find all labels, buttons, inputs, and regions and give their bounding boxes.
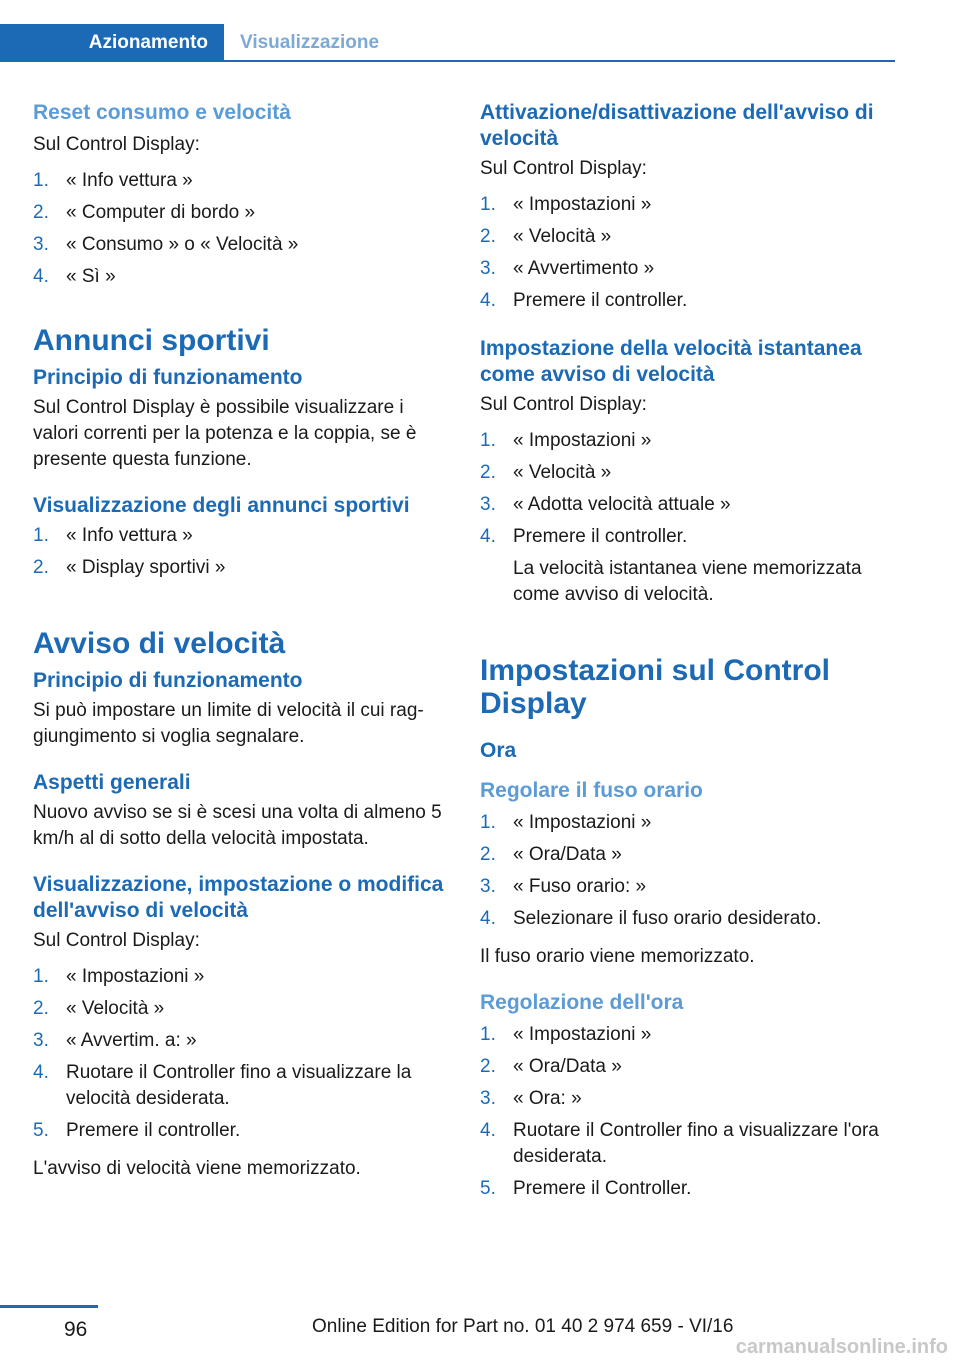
list-item: 1. « Impostazioni » (33, 966, 205, 987)
header-rule (0, 60, 895, 62)
list-item: 5. Premere il controller. (33, 1120, 241, 1141)
reset-intro: Sul Control Display: (33, 134, 200, 155)
watermark: carmanualsonline.info (735, 1336, 948, 1358)
edition-text: Online Edition for Part no. 01 40 2 974 659 - VI/16 (312, 1316, 734, 1337)
toggle-heading: Attivazione/disattivazione dell'avviso di velocità (480, 101, 874, 150)
list-item: 4. Selezionare il fuso orario desiderato. (480, 908, 822, 929)
list-item: 2. « Velocità » (33, 998, 165, 1019)
list-item: 4. Premere il controller. (480, 290, 688, 311)
list-item: 3. « Fuso orario: » (480, 876, 647, 897)
list-item: 1. « Impostazioni » (480, 430, 652, 451)
list-item: 4. Premere il controller. La velocità istantanea viene memorizzata come avviso di velocità. (480, 524, 892, 608)
tz-steps (480, 810, 892, 932)
page-number: 96 (64, 1318, 88, 1341)
left-column (33, 100, 445, 1192)
instant-heading: Impostazione della velocità istantanea come avviso di velocità (480, 337, 862, 386)
list-item: 1. « Impostazioni » (480, 812, 652, 833)
list-item: 3. « Ora: » (480, 1088, 582, 1109)
list-item: 2. « Ora/Data » (480, 844, 622, 865)
modify-intro: Sul Control Display: (33, 930, 200, 951)
modify-result: L'avviso di velocità viene memorizzato. (33, 1158, 361, 1179)
speed-principle-heading: Principio di funzionamento (33, 669, 303, 692)
footer-rule (0, 1305, 98, 1308)
tz-heading: Regolare il fuso orario (480, 779, 703, 802)
list-item: 1. « Info vettura » (33, 525, 193, 546)
speed-principle-text: Si può impostare un limite di velocità il cui raggiungimento si voglia segnalare. (33, 700, 424, 747)
settings-title: Impostazioni sul Control Display (480, 654, 830, 720)
instant-steps (480, 428, 892, 608)
list-item: 1. « Impostazioni » (480, 1024, 652, 1045)
list-item: 1. « Impostazioni » (480, 194, 652, 215)
list-item: 2. « Computer di bordo » (33, 202, 256, 223)
tz-result: Il fuso orario viene memorizzato. (480, 946, 755, 967)
list-item: 2. « Velocità » (480, 226, 612, 247)
ora-heading: Ora (480, 739, 517, 762)
list-item: 2. « Velocità » (480, 462, 612, 483)
instant-note: La velocità istantanea viene memorizzata come avviso di velocità. (513, 558, 862, 605)
sport-display-heading: Visualizzazione degli annunci sportivi (33, 494, 410, 517)
speed-title: Avviso di velocità (33, 627, 286, 660)
sport-principle-text: Sul Control Display è possibile visualizzare i valori correnti per la potenza e la coppia, se è presente questa funzione. (33, 397, 417, 470)
tab-azionamento[interactable]: Azionamento (0, 24, 224, 62)
list-item: 4. « Sì » (33, 266, 116, 287)
modify-steps (33, 964, 445, 1144)
sport-steps (33, 523, 445, 581)
reset-heading: Reset consumo e velocità (33, 101, 291, 124)
list-item: 3. « Consumo » o « Velocità » (33, 234, 299, 255)
list-item: 3. « Avvertimento » (480, 258, 655, 279)
list-item: 4. Ruotare il Controller fino a visualizzare la velocità desiderata. (33, 1062, 412, 1109)
general-heading: Aspetti generali (33, 771, 191, 794)
header-tabs (0, 24, 895, 62)
time-steps (480, 1022, 892, 1202)
list-item: 2. « Display sportivi » (33, 557, 226, 578)
instant-intro: Sul Control Display: (480, 394, 647, 415)
modify-heading: Visualizzazione, impostazione o modifica dell'avviso di velocità (33, 873, 444, 922)
tab-visualizzazione[interactable]: Visualizzazione (240, 32, 380, 53)
sport-principle-heading: Principio di funzionamento (33, 366, 303, 389)
list-item: 1. « Info vettura » (33, 170, 193, 191)
general-text: Nuovo avviso se si è scesi una volta di almeno 5 km/h al di sotto della velocità impostata. (33, 802, 442, 849)
list-item: 3. « Adotta velocità attuale » (480, 494, 731, 515)
list-item: 4. Ruotare il Controller fino a visualizzare l'ora desiderata. (480, 1120, 879, 1167)
toggle-steps (480, 192, 892, 314)
list-item: 5. Premere il Controller. (480, 1178, 692, 1199)
time-heading: Regolazione dell'ora (480, 991, 684, 1014)
reset-steps (33, 168, 445, 290)
list-item: 2. « Ora/Data » (480, 1056, 622, 1077)
toggle-intro: Sul Control Display: (480, 158, 647, 179)
sport-title: Annunci sportivi (33, 324, 270, 357)
list-item: 3. « Avvertim. a: » (33, 1030, 197, 1051)
right-column (480, 100, 892, 1214)
